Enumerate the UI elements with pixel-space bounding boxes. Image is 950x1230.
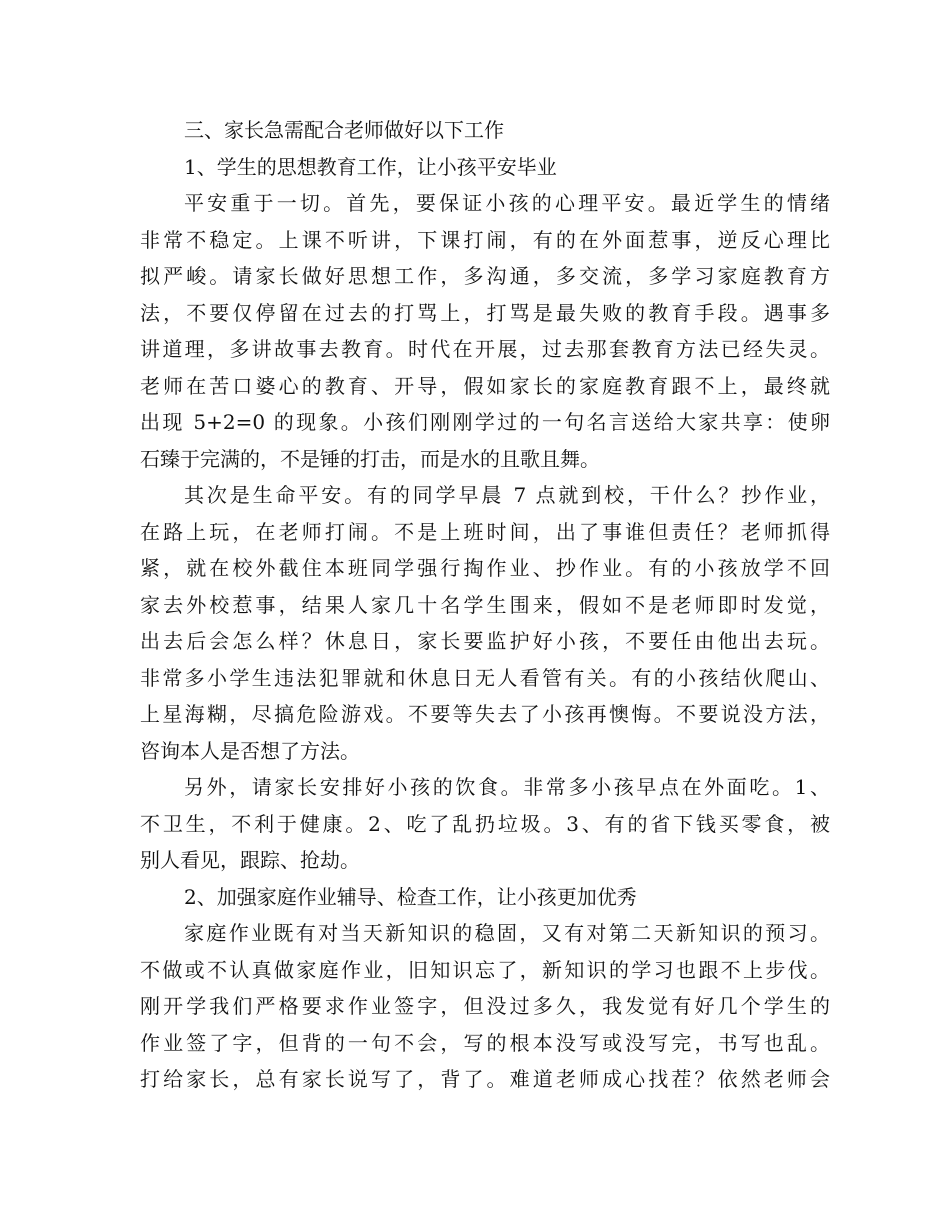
text-line: 刚开学我们严格要求作业签字，但没过多久，我发觉有好几个学生的 <box>140 994 830 1018</box>
text-line: 其次是生命平安。有的同学早晨 7 点就到校，干什么？抄作业， <box>184 483 830 507</box>
text-line: 家庭作业既有对当天新知识的稳固，又有对第二天新知识的预习。 <box>184 921 830 945</box>
text-line: 非常多小学生违法犯罪就和休息日无人看管有关。有的小孩结伙爬山、 <box>140 665 830 690</box>
text-line: 上星海糊，尽搞危险游戏。不要等失去了小孩再懊悔。不要说没方法， <box>140 702 830 726</box>
text-line: 三、家长急需配合老师做好以下工作 <box>184 118 504 142</box>
text-line: 非常不稳定。上课不听讲，下课打闹，有的在外面惹事，逆反心理比 <box>140 227 830 252</box>
text-line: 平安重于一切。首先，要保证小孩的心理平安。最近学生的情绪 <box>184 191 830 215</box>
text-line: 拟严峻。请家长做好思想工作，多沟通，多交流，多学习家庭教育方 <box>140 264 830 288</box>
text-line: 出去后会怎么样？休息日，家长要监护好小孩，不要任由他出去玩。 <box>140 629 830 653</box>
text-line: 老师在苦口婆心的教育、开导，假如家长的家庭教育跟不上，最终就 <box>140 373 830 398</box>
document-body <box>140 112 830 1098</box>
text-line: 别人看见，跟踪、抢劫。 <box>140 848 360 872</box>
text-line: 另外，请家长安排好小孩的饮食。非常多小孩早点在外面吃。1、 <box>184 775 830 799</box>
text-line: 法，不要仅停留在过去的打骂上，打骂是最失败的教育手段。遇事多 <box>140 300 830 325</box>
text-line: 不做或不认真做家庭作业，旧知识忘了，新知识的学习也跟不上步伐。 <box>140 957 830 982</box>
text-line: 紧，就在校外截住本班同学强行掏作业、抄作业。有的小孩放学不回 <box>140 556 830 580</box>
text-line: 家去外校惹事，结果人家几十名学生围来，假如不是老师即时发觉， <box>140 592 830 617</box>
text-line: 打给家长，总有家长说写了，背了。难道老师成心找茬？依然老师会 <box>140 1067 830 1091</box>
text-line: 在路上玩，在老师打闹。不是上班时间，出了事谁但责任？老师抓得 <box>140 519 830 544</box>
text-line: 出现 5+2=0 的现象。小孩们刚刚学过的一句名言送给大家共享：使卵 <box>140 410 830 434</box>
text-line: 1、学生的思想教育工作，让小孩平安毕业 <box>184 154 557 179</box>
text-line: 讲道理，多讲故事去教育。时代在开展，过去那套教育方法已经失灵。 <box>140 337 830 361</box>
text-line: 咨询本人是否想了方法。 <box>140 738 360 763</box>
text-line: 作业签了字，但背的一句不会，写的根本没写或没写完，书写也乱。 <box>140 1030 830 1055</box>
text-line: 石臻于完满的，不是锤的打击，而是水的且歌且舞。 <box>140 446 600 471</box>
text-line: 2、加强家庭作业辅导、检查工作，让小孩更加优秀 <box>184 884 637 909</box>
text-line: 不卫生，不利于健康。2、吃了乱扔垃圾。3、有的省下钱买零食，被 <box>140 811 830 836</box>
